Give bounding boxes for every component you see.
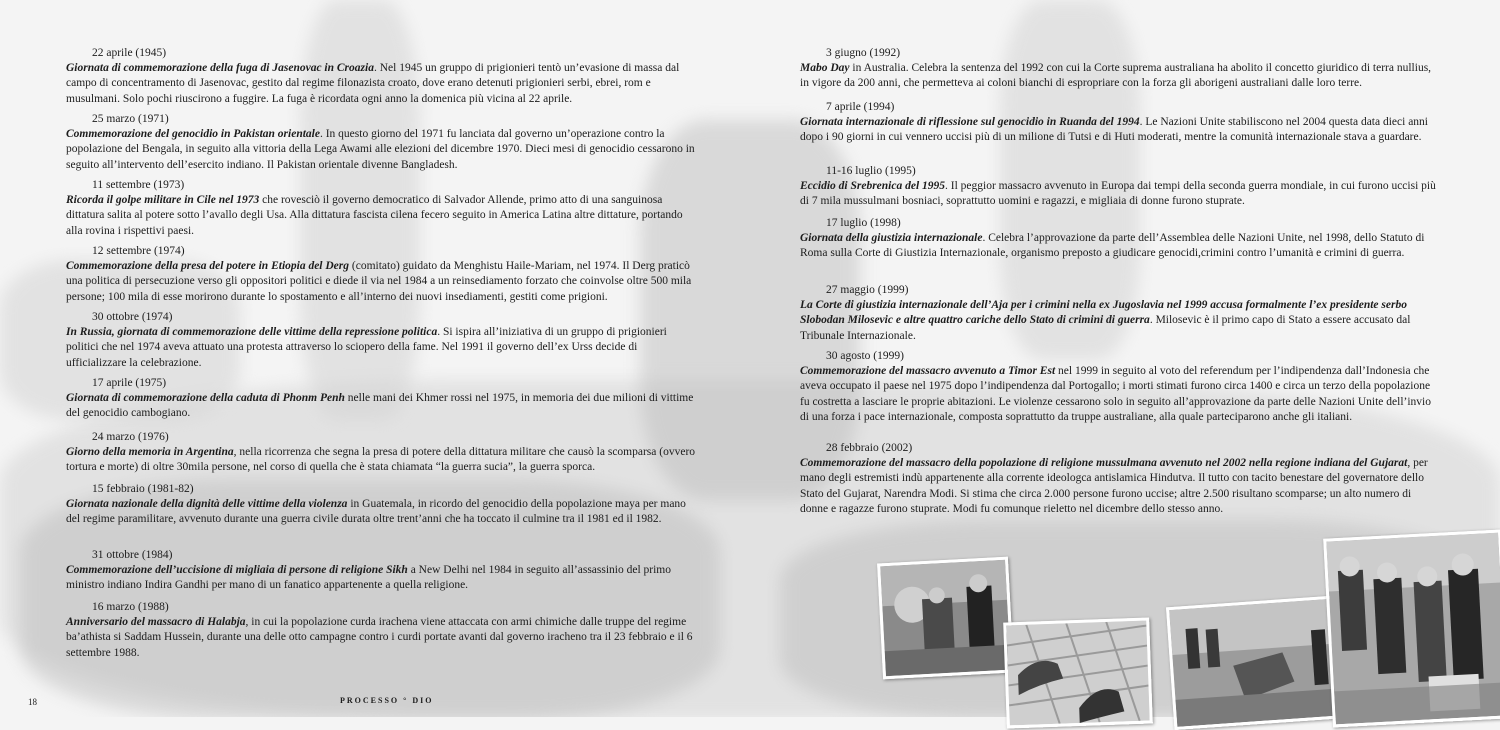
entry-date: 28 febbraio (2002) — [826, 442, 913, 454]
entry-date: 11 settembre (1973) — [92, 179, 185, 191]
entry — [800, 216, 1436, 262]
entry-title: La Corte di giustizia internazionale dell’Aja per i crimini nella ex Jugoslavia nel 1999 accusa formalmente l’ex presidente serbo Slobodan Milosevic e altre quattro cariche dello Stato di crimini di guerra — [800, 299, 1407, 327]
left-page — [0, 0, 750, 717]
entry-title: Commemorazione del massacro avvenuto a Timor Est — [800, 365, 1056, 378]
entry-text: , per mano degli estremisti indù appartenente alla corrente ideologca antislamica Hindutva. Il tutto con tacito benestare del governatore dello Stato del Gujarat, Narendra Modi. Si stima che circa 2.000 persone furono uccise; altre 2.500 risultano scomparse; un alto numero di donne e ragazze furono stuprate. Modi fu comunque rieletto nel dicembre dello stesso anno. — [800, 457, 1428, 515]
entry-title: Eccidio di Srebrenica del 1995 — [800, 180, 946, 193]
entry — [800, 283, 1436, 344]
entry-date: 30 ottobre (1974) — [92, 311, 173, 323]
entry-title: Commemorazione del massacro della popolazione di religione mussulmana avvenuto nel 2002 nella regione indiana del Gujarat — [800, 457, 1408, 470]
running-footer: PROCESSO ° DIO — [340, 696, 434, 705]
entry-title: Commemorazione del genocidio in Pakistan orientale — [66, 128, 320, 141]
entry-text: a New Delhi nel 1984 in seguito all’assassinio del primo ministro indiano Indira Gandhi per mano di un fanatico appartenente a quella religione. — [66, 564, 672, 592]
photo-soldiers-group — [1323, 529, 1500, 727]
page-number: 18 — [28, 697, 37, 707]
entry-title: Giornata nazionale della dignità delle vittime della violenza — [66, 498, 348, 511]
entry-title: Giornata di commemorazione della fuga di Jasenovac in Croazia — [66, 62, 374, 75]
right-page — [750, 0, 1500, 717]
entry-text: (comitato) guidato da Menghistu Haile-Mariam, nel 1974. Il Derg praticò una politica di persecuzione verso gli oppositori politici e diede il via nel 1984 a un reinsediamento forzato che coinvolse oltre 500 mila persone; 100 mila di esse morirono durante lo spostamento e all’interno dei nuovi insediamenti, gestiti come prigioni. — [66, 260, 692, 303]
entry-text: , in cui la popolazione curda irachena viene attaccata con armi chimiche dalle truppe del regime ba’athista si Saddam Hussein, durante una delle otto campagne contro i curdi portate avanti dal governo iracheno tra il 23 febbraio e il 6 settembre 1988. — [66, 616, 693, 659]
entry-date: 17 luglio (1998) — [826, 217, 901, 229]
entry-date: 25 marzo (1971) — [92, 113, 169, 125]
entry-text: nelle mani dei Khmer rossi nel 1975, in memoria dei due milioni di vittime del genocidio cambogiano. — [66, 392, 694, 420]
entry-text: . Il peggior massacro avvenuto in Europa dai tempi della seconda guerra mondiale, in cui furono uccisi più di 7 mila mussulmani bosniaci, soprattutto uomini e ragazzi, e migliaia di donne furono stuprate. — [800, 180, 1436, 208]
entry-text: che rovesciò il governo democratico di Salvador Allende, primo atto di una sanguinosa dittatura salita al potere sotto l’avallo degli Usa. Alla dittatura fascista cilena fecero seguito in America Latina altre dittature, portando alla rovina i rispettivi paesi. — [66, 194, 683, 237]
entry-text: nel 1999 in seguito al voto del referendum per l’indipendenza dall’Indonesia che aveva occupato il paese nel 1975 dopo l’indipendenza dal Portogallo; i morti stimati furono circa 1400 e circa un terzo della popolazione fu costretta a lasciare le proprie abitazioni. Le violenze cessarono solo in seguito all’approvazione da parte delle Nazioni Unite dell’invio di una forza i pace internazionale, composta soprattutto da truppe australiane, alla quale parteciparono anche gli italiani. — [800, 365, 1431, 423]
entry-text: in Australia. Celebra la sentenza del 1992 con cui la Corte suprema australiana ha abolito il concetto giuridico di terra nullius, in vigore da 200 anni, che permetteva ai coloni bianchi di espropriare con la forza gli aborigeni australiani dalle loro terre. — [800, 62, 1432, 90]
entry — [66, 112, 700, 173]
entry — [800, 164, 1436, 210]
entry-date: 11-16 luglio (1995) — [826, 165, 916, 177]
entry-title: Giornata della giustizia internazionale — [800, 232, 983, 245]
entry-text: . Le Nazioni Unite stabiliscono nel 2004 questa data dieci anni dopo i 90 giorni in cui vennero uccisi più di un milione di Tutsi e di Huti moderati, mentre la comunità internazionale stava a guardare. — [800, 116, 1429, 144]
entry — [66, 244, 700, 305]
entry-date: 31 ottobre (1984) — [92, 549, 173, 561]
entry-date: 16 marzo (1988) — [92, 601, 169, 613]
entry-title: Giorno della memoria in Argentina — [66, 446, 234, 459]
entry-date: 27 maggio (1999) — [826, 284, 909, 296]
entry — [800, 441, 1436, 517]
entry-text: . Si ispira all’iniziativa di un gruppo di prigionieri politici che nel 1974 aveva attuato una protesta attraverso lo sciopero della fame. Nel 1991 il governo dell’ex Urss decide di ufficializzare la celebrazione. — [66, 326, 667, 369]
entry — [800, 100, 1436, 146]
entry-date: 3 giugno (1992) — [826, 47, 901, 59]
entry — [800, 46, 1436, 92]
photo-hand-over-graves — [1003, 617, 1153, 728]
entry-date: 30 agosto (1999) — [826, 350, 904, 362]
entry-title: Commemorazione della presa del potere in Etiopia del Derg — [66, 260, 350, 273]
entry-date: 15 febbraio (1981-82) — [92, 483, 194, 495]
entry-text: . Nel 1945 un gruppo di prigionieri tentò un’evasione di massa dal campo di concentramento di Jasenovac, gestito dal regime filonazista croato, dove erano detenuti prigionieri serbi, ebrei, rom e musulmani. Solo pochi riuscirono a fuggire. La fuga è ricordata ogni anno la domenica più vicina al 22 aprile. — [66, 62, 680, 105]
entry-text: . Celebra l’approvazione da parte dell’Assemblea delle Nazioni Unite, nel 1998, dello Statuto di Roma sulla Corte di Giustizia Internazionale, organismo preposto a giudicare genocidi,crimini contro l’umanità e crimini di guerra. — [800, 232, 1425, 260]
entry-text: . Milosevic è il primo capo di Stato a essere accusato dal Tribunale Internazionale. — [800, 314, 1411, 342]
entry-title: Commemorazione dell’uccisione di migliaia di persone di religione Sikh — [66, 564, 408, 577]
entry — [66, 430, 700, 476]
entry-date: 17 aprile (1975) — [92, 377, 167, 389]
entry — [66, 46, 700, 107]
entry-text: . In questo giorno del 1971 fu lanciata dal governo un’operazione contro la popolazione del Bengala, in seguito alla vittoria della Lega Awami alle elezioni del dicembre 1970. Dieci mesi di genocidio cessarono in seguito all’intervento dell’esercito indiano. Il Pakistan orientale divenne Bangladesh. — [66, 128, 695, 171]
entry-title: Ricorda il golpe militare in Cile nel 1973 — [66, 194, 260, 207]
entry — [66, 482, 700, 528]
entry-title: Mabo Day — [800, 62, 850, 75]
entry-date: 24 marzo (1976) — [92, 431, 169, 443]
entry-date: 22 aprile (1945) — [92, 47, 167, 59]
entry — [66, 310, 700, 371]
entry-title: In Russia, giornata di commemorazione delle vittime della repressione politica — [66, 326, 438, 339]
entry — [800, 349, 1436, 425]
photo-men-digging — [877, 557, 1014, 680]
entry-title: Giornata internazionale di riflessione sul genocidio in Ruanda del 1994 — [800, 116, 1140, 129]
entry-date: 7 aprile (1994) — [826, 101, 895, 113]
entry-text: in Guatemala, in ricordo del genocidio della popolazione maya per mano del regime paramilitare, avvenuto durante una guerra civile durata oltre trent’anni che ha toccato il culmine tra il 1981 ed il 1982. — [66, 498, 686, 526]
entry-date: 12 settembre (1974) — [92, 245, 185, 257]
entry-text: , nella ricorrenza che segna la presa di potere della dittatura militare che causò la scomparsa (ovvero tortura e morte) di oltre 30mila persone, nel corso di quella che è stata chiamata “la guerra sucia”, la guerra sporca. — [66, 446, 696, 474]
entry — [66, 548, 700, 594]
entry — [66, 178, 700, 239]
entry — [66, 376, 700, 422]
entry — [66, 600, 700, 661]
entry-title: Giornata di commemorazione della caduta di Phonm Penh — [66, 392, 345, 405]
entry-title: Anniversario del massacro di Halabja — [66, 616, 246, 629]
